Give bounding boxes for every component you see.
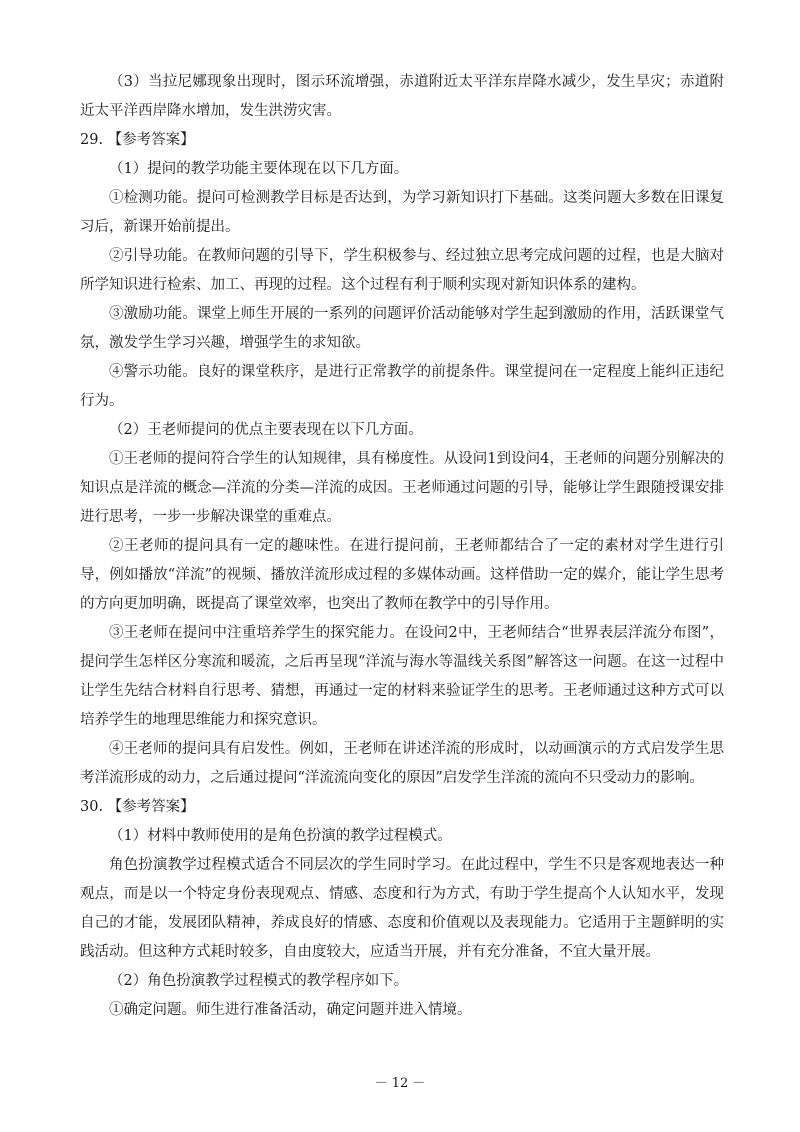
paragraph-cognitive-gradient: ①王老师的提问符合学生的认知规律，具有梯度性。从设问1到设问4，王老师的问题分别解决的知识点是洋流的概念—洋流的分类—洋流的成因。王老师通过问题的引导，能够让学生跟随授课安排进行思考，一步一步解决课堂的重难点。: [80, 451, 724, 525]
document-body: [80, 68, 724, 1025]
paragraph-detection-function: ①检测功能。提问可检测教学目标是否达到，为学习新知识打下基础。这类问题大多数在旧课复习后，新课开始前提出。: [80, 190, 724, 235]
paragraph-inspiration: ④王老师的提问具有启发性。例如，王老师在讲述洋流的形成时，以动画演示的方式启发学生思考洋流形成的动力，之后通过提问“洋流流向变化的原因”启发学生洋流的流向不只受动力的影响。: [80, 741, 724, 786]
paragraph-laninya-effect: （3）当拉尼娜现象出现时，图示环流增强，赤道附近太平洋东岸降水减少，发生旱灾；赤道附近太平洋西岸降水增加，发生洪涝灾害。: [80, 74, 724, 119]
paragraph-role-play-description: 角色扮演教学过程模式适合不同层次的学生同时学习。在此过程中，学生不只是客观地表达一种观点，而是以一个特定身份表现观点、情感、态度和行为方式，有助于学生提高个人认知水平，发现自己的才能，发展团队精神，养成良好的情感、态度和价值观以及表现能力。它适用于主题鲜明的实践活动。但这种方式耗时较多，自由度较大，应适当开展，并有充分准备，不宜大量开展。: [80, 857, 724, 960]
paragraph-inquiry-ability: ③王老师在提问中注重培养学生的探究能力。在设问2中，王老师结合“世界表层洋流分布图”，提问学生怎样区分寒流和暖流，之后再呈现“洋流与海水等温线关系图”解答这一问题。在这一过程中让学生先结合材料自行思考、猜想，再通过一定的材料来验证学生的思考。王老师通过这种方式可以培养学生的地理思维能力和探究意识。: [80, 625, 724, 728]
paragraph-motivation-function: ③激励功能。课堂上师生开展的一系列的问题评价活动能够对学生起到激励的作用，活跃课堂气氛，激发学生学习兴趣，增强学生的求知欲。: [80, 306, 724, 351]
paragraph-q29-part2-intro: （2）王老师提问的优点主要表现在以下几方面。: [109, 422, 423, 438]
paragraph-warning-function: ④警示功能。良好的课堂秩序，是进行正常教学的前提条件。课堂提问在一定程度上能纠正违纪行为。: [80, 364, 724, 409]
answer-heading-29: 29. 【参考答案】: [80, 132, 195, 148]
paragraph-guidance-function: ②引导功能。在教师问题的引导下，学生积极参与、经过独立思考完成问题的过程，也是大脑对所学知识进行检索、加工、再现的过程。这个过程有利于顺利实现对新知识体系的建构。: [80, 248, 724, 293]
paragraph-q29-part1-intro: （1）提问的教学功能主要体现在以下几方面。: [109, 161, 409, 177]
page-number: － 12 －: [374, 1076, 426, 1091]
paragraph-q30-part2-intro: （2）角色扮演教学过程模式的教学程序如下。: [109, 973, 409, 989]
paragraph-define-problem: ①确定问题。师生进行准备活动，确定问题并进入情境。: [109, 1002, 472, 1018]
answer-heading-30: 30. 【参考答案】: [80, 799, 195, 815]
paragraph-interest: ②王老师的提问具有一定的趣味性。在进行提问前，王老师都结合了一定的素材对学生进行引导，例如播放“洋流”的视频、播放洋流形成过程的多媒体动画。这样借助一定的媒介，能让学生思考的方向更加明确，既提高了课堂效率，也突出了教师在教学中的引导作用。: [80, 538, 724, 612]
paragraph-q30-part1-intro: （1）材料中教师使用的是角色扮演的教学过程模式。: [109, 828, 452, 844]
